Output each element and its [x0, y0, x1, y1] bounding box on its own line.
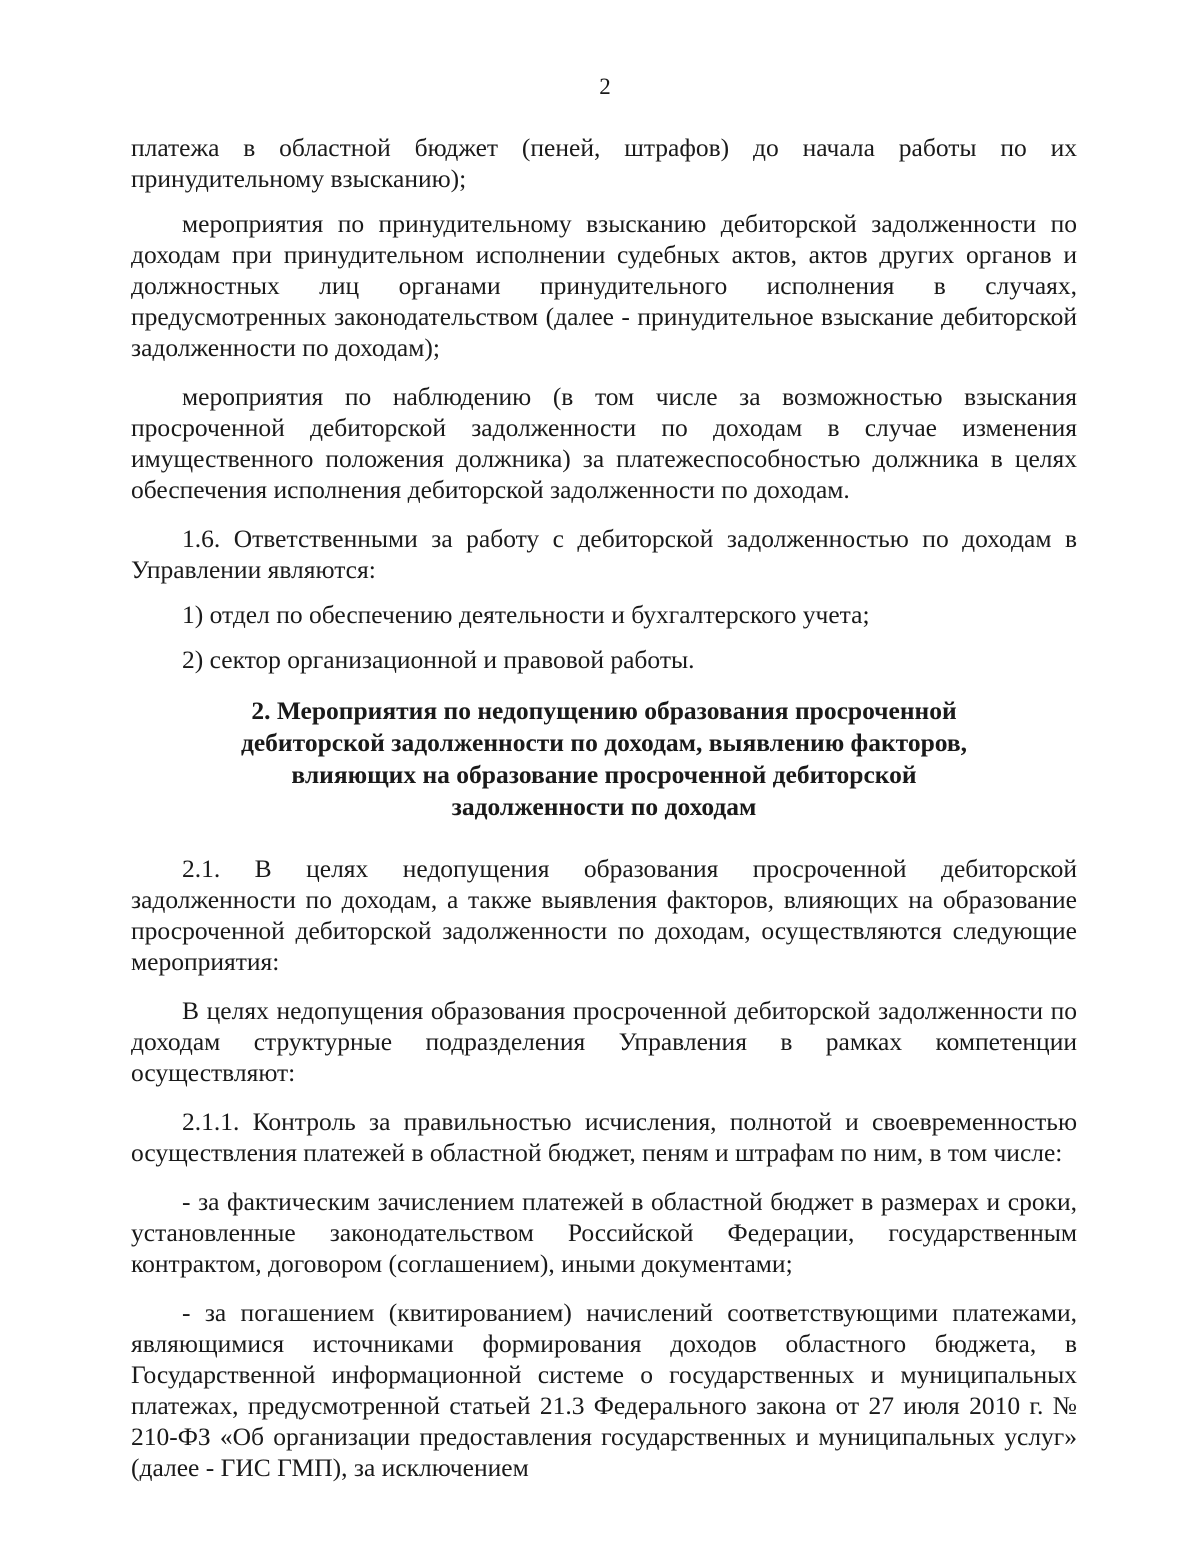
paragraph-2-1: 2.1. В целях недопущения образования просроченной дебиторской задолженности по доходам, а также выявления факторов, влияющих на образование просроченной дебиторской задолженности по доходам, осуществляются следующие мероприятия: [131, 854, 1077, 976]
list-item-2: 2) сектор организационной и правовой работы. [182, 645, 695, 674]
page-number: 2 [599, 74, 611, 99]
paragraph-1-6: 1.6. Ответственными за работу с дебиторской задолженностью по доходам в Управлении являются: [131, 524, 1077, 584]
list-item-dash-1: - за фактическим зачислением платежей в областной бюджет в размерах и сроки, установленные законодательством Российской Федерации, государственным контрактом, договором (соглашением), иными документами; [131, 1187, 1077, 1278]
heading-line: 2. Мероприятия по недопущению образования просроченной [251, 696, 957, 725]
list-item-dash-2: - за погашением (квитированием) начислений соответствующими платежами, являющимися источниками формирования доходов областного бюджета, в Государственной информационной системе о государственных и муниципальных платежах, предусмотренной статьей 21.3 Федерального закона от 27 июля 2010 г. № 210-ФЗ «Об организации предоставления государственных и муниципальных услуг» (далее - ГИС ГМП), за исключением [131, 1298, 1077, 1482]
paragraph-structural-units: В целях недопущения образования просроченной дебиторской задолженности по доходам структурные подразделения Управления в рамках компетенции осуществляют: [131, 996, 1077, 1087]
heading-line: дебиторской задолженности по доходам, выявлению факторов, [240, 728, 968, 757]
heading-line: задолженности по доходам [451, 792, 757, 821]
paragraph-continuation: платежа в областной бюджет (пеней, штрафов) до начала работы по их принудительному взысканию); [131, 133, 1077, 193]
document-body [131, 132, 1077, 1483]
paragraph-2-1-1: 2.1.1. Контроль за правильностью исчисления, полнотой и своевременностью осуществления платежей в областной бюджет, пеням и штрафам по ним, в том числе: [131, 1107, 1077, 1167]
paragraph-monitoring: мероприятия по наблюдению (в том числе за возможностью взыскания просроченной дебиторской задолженности по доходам в случае изменения имущественного положения должника) за платежеспособностью должника в целях обеспечения исполнения дебиторской задолженности по доходам. [131, 382, 1077, 504]
heading-line: влияющих на образование просроченной дебиторской [291, 760, 917, 789]
list-item-1: 1) отдел по обеспечению деятельности и бухгалтерского учета; [182, 600, 870, 629]
section-heading-2 [131, 695, 1077, 823]
paragraph-forced-collection: мероприятия по принудительному взысканию дебиторской задолженности по доходам при принудительном исполнении судебных актов, актов других органов и должностных лиц органами принудительного исполнения в случаях, предусмотренных законодательством (далее - принудительное взыскание дебиторской задолженности по доходам); [131, 209, 1077, 362]
